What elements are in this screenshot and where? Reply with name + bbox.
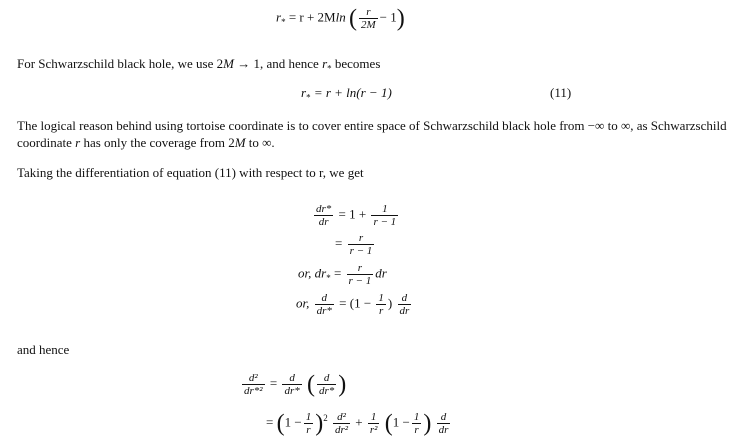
second-derivative-line-2: = (1 − $\frac{1}{r}$ )$^2$ $\frac{\text{d²}}{\text{dr²}}$ + $\frac{1}{\text{r²}}$ (1 − $\frac{1}{r}$ ) $\frac{d}{dr}$ bbox=[266, 410, 449, 437]
paragraph-schwarzschild-limit: For Schwarzschild black hole, we use 2M → 1, and hence $r_*$ becomes bbox=[17, 56, 381, 74]
derivation-line-3: or, $dr_*$ = $\frac{r}{r - 1}$ dr bbox=[298, 262, 387, 287]
eq-ln: ln bbox=[335, 9, 346, 25]
equation-number-11: (11) bbox=[550, 85, 572, 100]
eq-rhs: = r + 2M bbox=[288, 9, 336, 25]
left-paren: ( bbox=[349, 5, 357, 32]
derivation-line-2: = $\frac{r}{r - 1}$ bbox=[335, 232, 373, 257]
derivation-line-4: or, $\frac{d}{dr*}$ = (1 − $\frac{1}{r}$ ) $\frac{d}{dr}$ bbox=[296, 292, 410, 317]
fraction-r-over-2m: $\frac{r}{2M}$ bbox=[361, 6, 376, 31]
equation-11: $r_* = r + \ln(r - 1)$ bbox=[301, 85, 392, 103]
paragraph-tortoise-reason: The logical reason behind using tortoise coordinate is to cover entire space of Schwarzschild black hole from −∞ to ∞, as Schwarzschild coordinate r has only the coverage from 2M to ∞. bbox=[17, 118, 727, 150]
right-paren: ) bbox=[396, 5, 405, 32]
second-derivative-line-1: $\frac{\text{d²}}{\text{dr*²}}$ = $\frac{d}{dr*}$ ( $\frac{d}{dr*}$ ) bbox=[244, 371, 347, 398]
equation-tortoise-general bbox=[276, 6, 405, 31]
eq-lhs: r bbox=[276, 9, 282, 25]
derivation-line-1: $\frac{dr*}{dr}$ = 1 + $\frac{1}{r - 1}$ bbox=[316, 203, 397, 228]
eq-lhs-sub: * bbox=[281, 17, 286, 28]
paragraph-and-hence: and hence bbox=[17, 342, 70, 357]
eq-tail: − 1 bbox=[379, 9, 397, 25]
paragraph-differentiation: Taking the differentiation of equation (11) with respect to r, we get bbox=[17, 165, 364, 180]
